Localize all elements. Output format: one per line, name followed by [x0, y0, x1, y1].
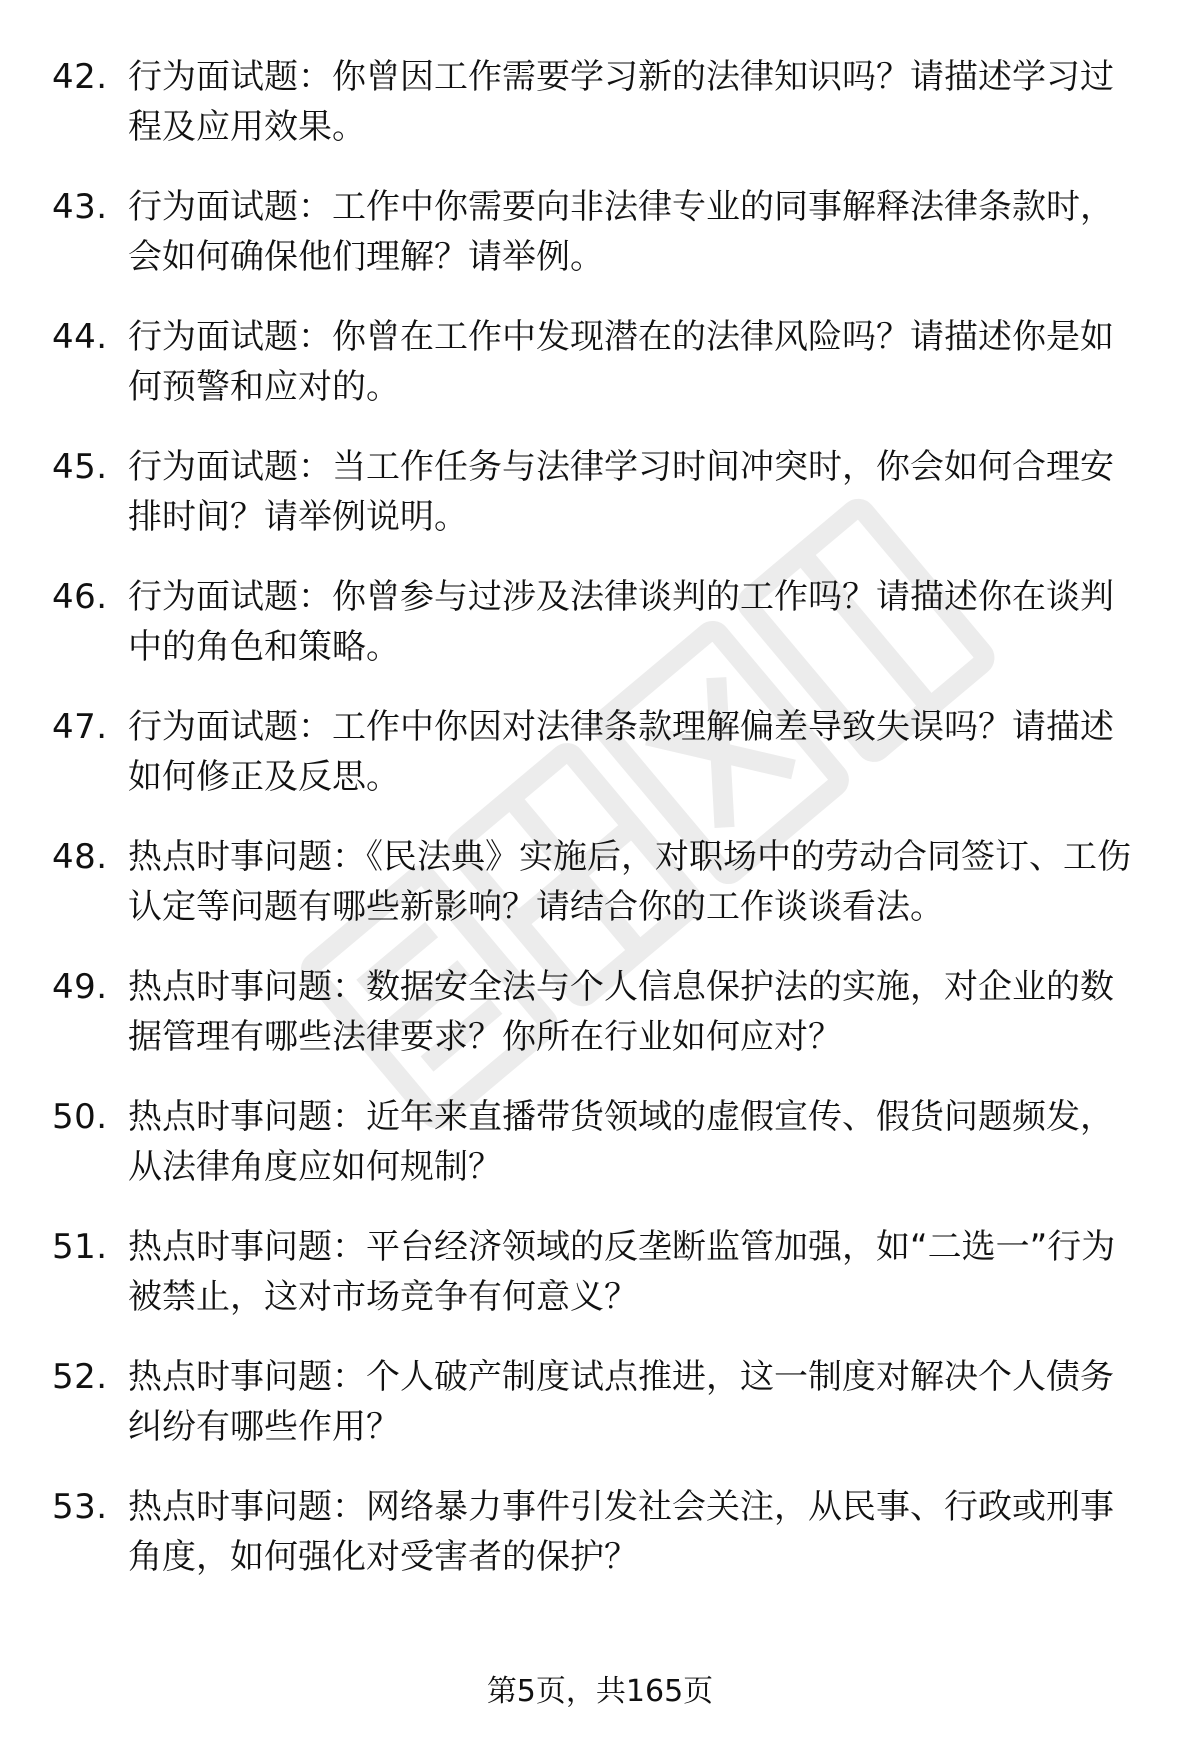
- question-text: 行为面试题：工作中你需要向非法律专业的同事解释法律条款时，会如何确保他们理解？请举例。: [128, 187, 1114, 277]
- question-number: 47.: [52, 707, 108, 747]
- list-item: [52, 1482, 1152, 1612]
- question-text: 热点时事问题：网络暴力事件引发社会关注，从民事、行政或刑事角度，如何强化对受害者的保护？: [128, 1487, 1114, 1577]
- question-number: 52.: [52, 1357, 108, 1397]
- page-footer: 第5页，共165页: [486, 1674, 714, 1709]
- list-item: [52, 52, 1152, 182]
- question-text: 行为面试题：当工作任务与法律学习时间冲突时，你会如何合理安排时间？请举例说明。: [128, 447, 1114, 537]
- question-text: 热点时事问题：《民法典》实施后，对职场中的劳动合同签订、工伤认定等问题有哪些新影响？请结合你的工作谈谈看法。: [128, 837, 1131, 927]
- question-text: 热点时事问题：数据安全法与个人信息保护法的实施，对企业的数据管理有哪些法律要求？你所在行业如何应对？: [128, 967, 1114, 1057]
- list-item: [52, 572, 1152, 702]
- question-text: 行为面试题：你曾参与过涉及法律谈判的工作吗？请描述你在谈判中的角色和策略。: [128, 577, 1114, 667]
- question-list: [52, 52, 1152, 1612]
- question-number: 42.: [52, 57, 108, 97]
- question-number: 50.: [52, 1097, 108, 1137]
- question-number: 53.: [52, 1487, 108, 1527]
- list-item: [52, 962, 1152, 1092]
- question-number: 48.: [52, 837, 108, 877]
- question-text: 热点时事问题：个人破产制度试点推进，这一制度对解决个人债务纠纷有哪些作用？: [128, 1357, 1114, 1447]
- question-number: 49.: [52, 967, 108, 1007]
- list-item: [52, 312, 1152, 442]
- question-number: 44.: [52, 317, 108, 357]
- list-item: [52, 1352, 1152, 1482]
- list-item: [52, 702, 1152, 832]
- question-text: 行为面试题：你曾在工作中发现潜在的法律风险吗？请描述你是如何预警和应对的。: [128, 317, 1114, 407]
- question-number: 45.: [52, 447, 108, 487]
- question-number: 46.: [52, 577, 108, 617]
- list-item: [52, 182, 1152, 312]
- question-number: 43.: [52, 187, 108, 227]
- list-item: [52, 1222, 1152, 1352]
- question-text: 热点时事问题：平台经济领域的反垄断监管加强，如“二选一”行为被禁止，这对市场竞争有何意义？: [128, 1227, 1116, 1317]
- question-text: 行为面试题：你曾因工作需要学习新的法律知识吗？请描述学习过程及应用效果。: [128, 57, 1114, 147]
- question-text: 热点时事问题：近年来直播带货领域的虚假宣传、假货问题频发，从法律角度应如何规制？: [128, 1097, 1114, 1187]
- list-item: [52, 1092, 1152, 1222]
- list-item: [52, 442, 1152, 572]
- list-item: [52, 832, 1152, 962]
- question-number: 51.: [52, 1227, 108, 1267]
- question-text: 行为面试题：工作中你因对法律条款理解偏差导致失误吗？请描述如何修正及反思。: [128, 707, 1114, 797]
